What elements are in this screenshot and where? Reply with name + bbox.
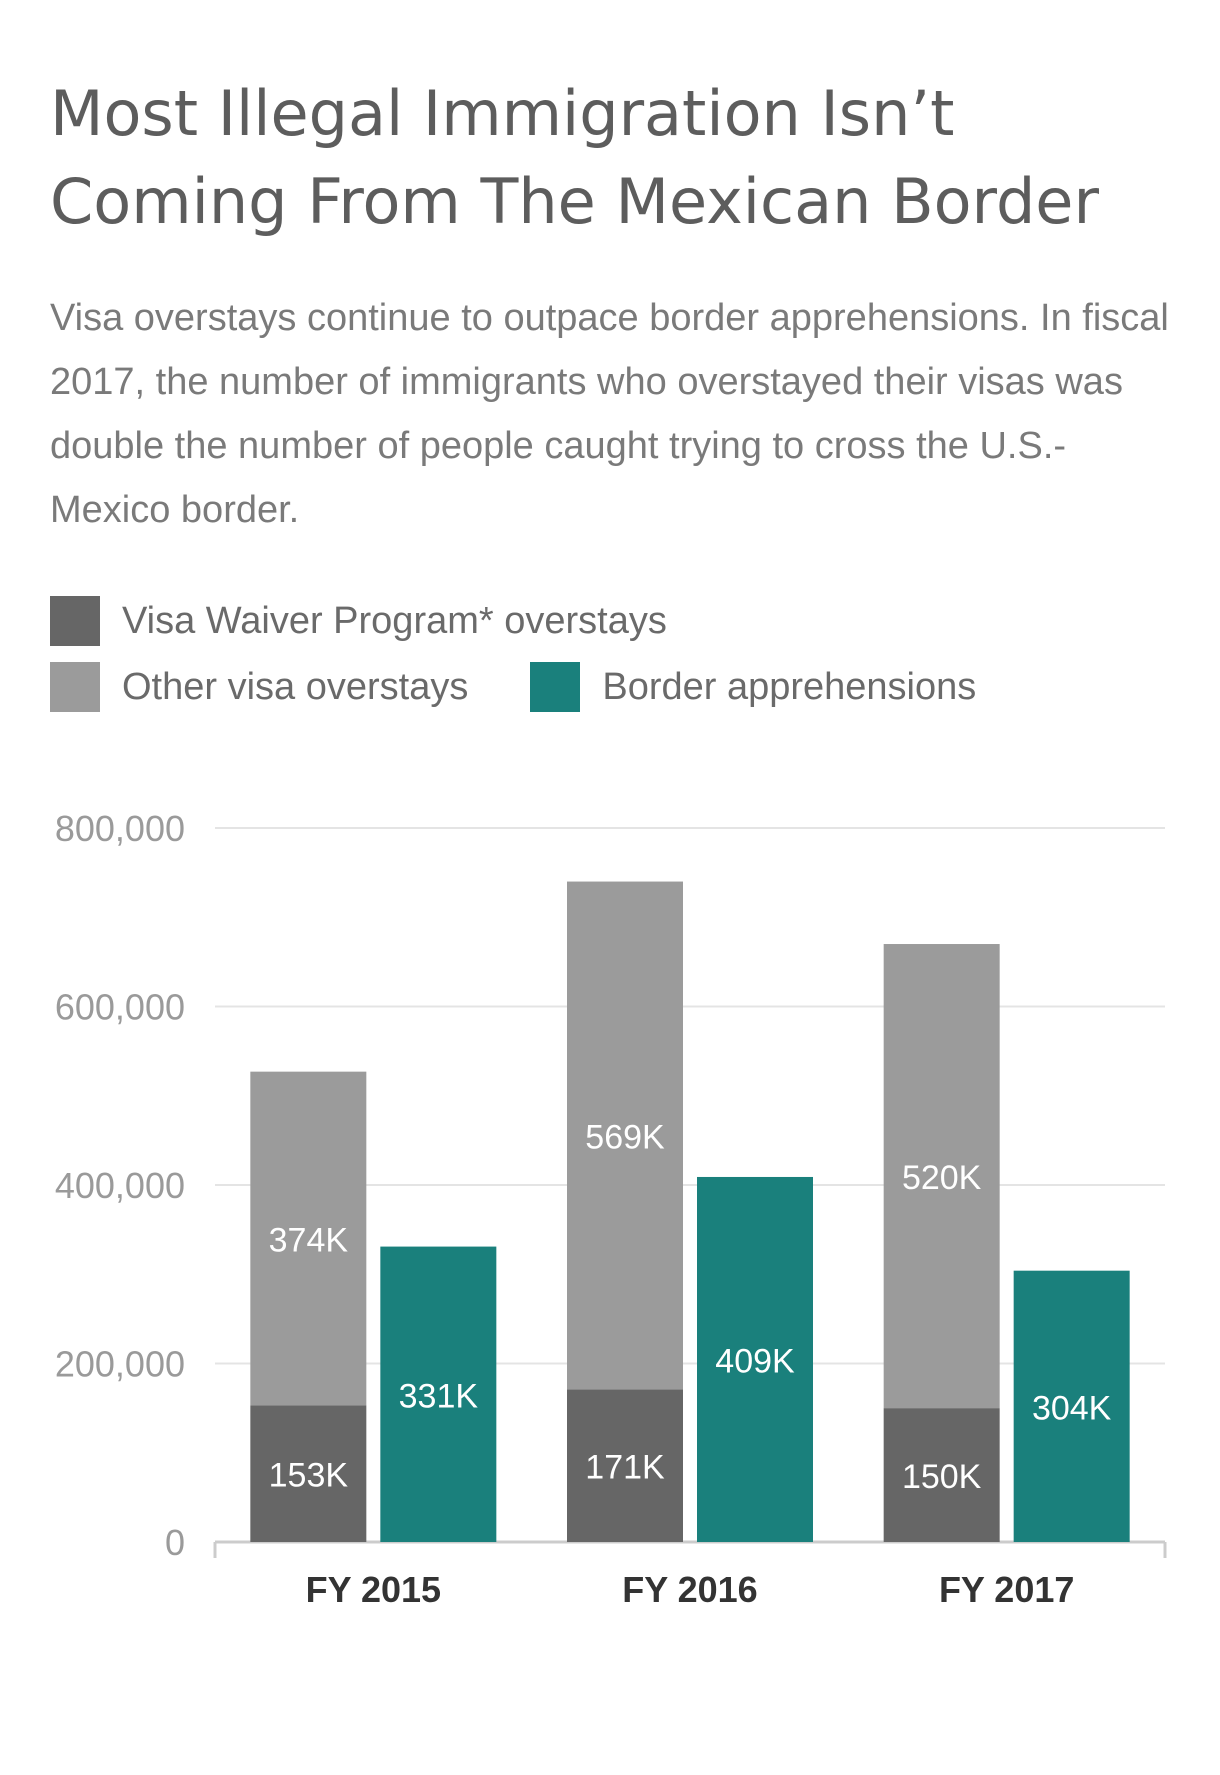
legend-label-border: Border apprehensions [602, 665, 977, 708]
bar-value-label: 520K [901, 1159, 982, 1198]
x-tick-label: FY 2017 [938, 1569, 1075, 1610]
bar-value-label: 171K [585, 1448, 665, 1487]
legend-label-vwp: Visa Waiver Program* overstays [122, 599, 667, 642]
bar-value-label: 374K [268, 1221, 349, 1260]
bar-value-label: 150K [901, 1458, 982, 1497]
chart-title: Most Illegal Immigration Isn’t Coming From The Mexican Border [50, 77, 1099, 238]
bar-value-label: 409K [715, 1342, 795, 1381]
x-tick-label: FY 2016 [622, 1569, 758, 1610]
chart-subtitle: Visa overstays continue to outpace border apprehensions. In fiscal 2017, the number of immigrants who overstayed their visas was double the number of people caught trying to cross the U.S.-Mexico border. [50, 297, 1169, 531]
bar-value-label: 569K [585, 1118, 665, 1157]
bar-value-label: 304K [1031, 1389, 1112, 1428]
y-tick-label: 600,000 [54, 986, 185, 1028]
y-tick-label: 200,000 [54, 1343, 185, 1385]
y-tick-label: 800,000 [54, 808, 185, 849]
x-tick-label: FY 2015 [305, 1569, 442, 1610]
y-tick-label: 400,000 [54, 1165, 185, 1206]
y-tick-label: 0 [164, 1522, 185, 1563]
legend-label-other: Other visa overstays [122, 665, 469, 708]
bar-value-label: 331K [398, 1377, 479, 1416]
bar-value-label: 153K [268, 1456, 349, 1495]
